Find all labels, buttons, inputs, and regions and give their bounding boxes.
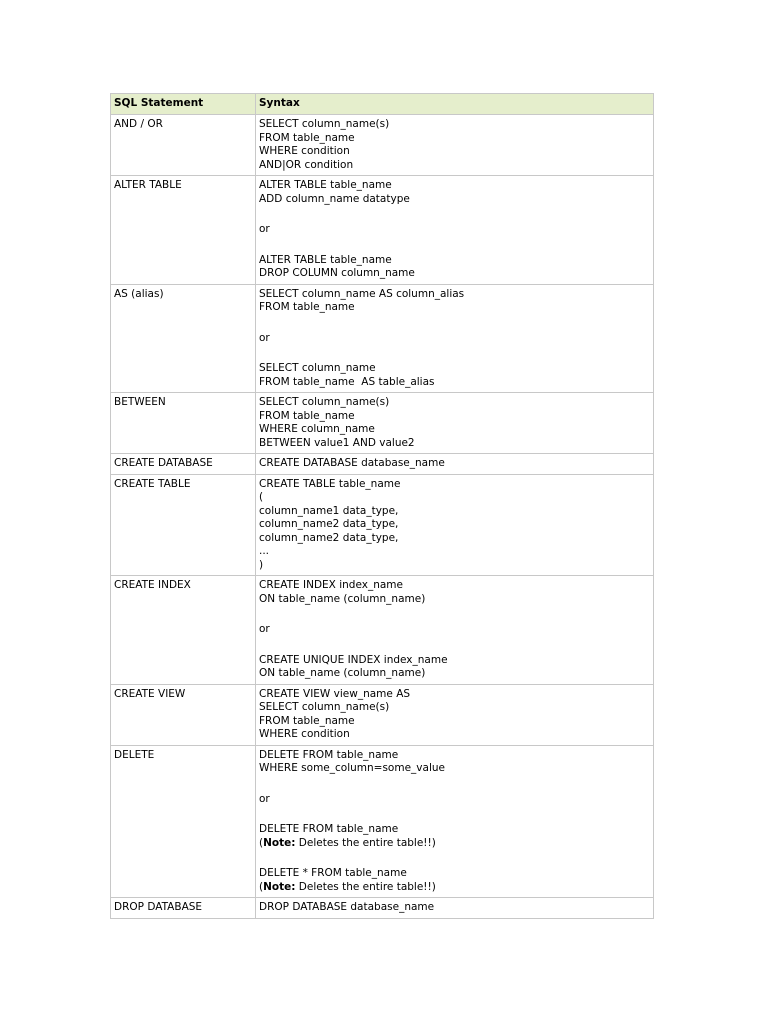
column-header-syntax: Syntax <box>256 94 654 115</box>
syntax-line: ON table_name (column_name) <box>259 667 426 679</box>
table-row <box>111 745 654 898</box>
column-header-statement: SQL Statement <box>111 94 256 115</box>
syntax-line: ADD column_name datatype <box>259 192 410 205</box>
syntax-line: FROM table_name <box>259 301 355 313</box>
syntax-line: CREATE UNIQUE INDEX index_name <box>259 653 448 666</box>
syntax-line: WHERE column_name <box>259 423 375 435</box>
syntax-cell <box>256 393 654 454</box>
syntax-line: AND|OR condition <box>259 158 354 171</box>
syntax-cell <box>256 576 654 685</box>
table-row <box>111 576 654 685</box>
sql-syntax-table <box>110 93 654 919</box>
syntax-line: BETWEEN value1 AND value2 <box>259 436 415 449</box>
syntax-line: DELETE FROM table_name <box>259 823 399 835</box>
table-row <box>111 176 654 285</box>
syntax-line: ) <box>259 558 264 571</box>
syntax-line: SELECT column_name(s) <box>259 396 390 408</box>
syntax-line: WHERE condition <box>259 145 350 157</box>
statement-cell: DELETE <box>111 745 256 898</box>
syntax-cell <box>256 474 654 576</box>
blank-line <box>259 806 650 823</box>
syntax-line: ALTER TABLE table_name <box>259 253 392 266</box>
blank-line <box>259 776 650 793</box>
syntax-line: or <box>259 623 270 635</box>
syntax-line: column_name1 data_type, <box>259 504 399 517</box>
syntax-cell <box>256 176 654 285</box>
syntax-line: SELECT column_name(s) <box>259 701 390 713</box>
blank-line <box>259 206 650 223</box>
syntax-line: ALTER TABLE table_name <box>259 179 392 191</box>
syntax-line: SELECT column_name(s) <box>259 118 390 130</box>
table-row <box>111 393 654 454</box>
table-header-row <box>111 94 654 115</box>
statement-cell: CREATE INDEX <box>111 576 256 685</box>
syntax-line: ON table_name (column_name) <box>259 592 426 605</box>
syntax-line: FROM table_name <box>259 714 355 727</box>
syntax-cell <box>256 745 654 898</box>
blank-line <box>259 606 650 623</box>
syntax-line: or <box>259 331 270 344</box>
syntax-line: CREATE INDEX index_name <box>259 579 403 591</box>
statement-cell: ALTER TABLE <box>111 176 256 285</box>
blank-line <box>259 315 650 332</box>
table-row <box>111 684 654 745</box>
syntax-line: DELETE * FROM table_name <box>259 867 407 879</box>
table-row <box>111 284 654 393</box>
syntax-line: (Note: Deletes the entire table!!) <box>259 880 436 893</box>
syntax-line: column_name2 data_type, <box>259 531 399 544</box>
syntax-cell <box>256 454 654 475</box>
syntax-cell <box>256 284 654 393</box>
table-row <box>111 454 654 475</box>
syntax-line: WHERE some_column=some_value <box>259 762 445 774</box>
syntax-cell <box>256 115 654 176</box>
statement-cell: AS (alias) <box>111 284 256 393</box>
syntax-cell <box>256 684 654 745</box>
table-row <box>111 898 654 919</box>
statement-cell: BETWEEN <box>111 393 256 454</box>
syntax-line: FROM table_name AS table_alias <box>259 375 435 388</box>
syntax-line: CREATE VIEW view_name AS <box>259 687 411 700</box>
syntax-line: ... <box>259 545 270 557</box>
syntax-line: SELECT column_name <box>259 362 376 374</box>
statement-cell: CREATE VIEW <box>111 684 256 745</box>
syntax-line: DROP DATABASE database_name <box>259 901 435 913</box>
statement-cell: DROP DATABASE <box>111 898 256 919</box>
syntax-line: DELETE FROM table_name <box>259 748 399 761</box>
table-row <box>111 115 654 176</box>
statement-cell: AND / OR <box>111 115 256 176</box>
syntax-line: ( <box>259 491 264 503</box>
syntax-line: WHERE condition <box>259 728 350 740</box>
blank-line <box>259 345 650 362</box>
note-label: Note: <box>263 880 296 893</box>
note-label: Note: <box>263 836 296 849</box>
syntax-line: DROP COLUMN column_name <box>259 267 415 279</box>
statement-cell: CREATE DATABASE <box>111 454 256 475</box>
syntax-line: FROM table_name <box>259 409 355 422</box>
syntax-line: CREATE DATABASE database_name <box>259 457 445 469</box>
blank-line <box>259 850 650 867</box>
blank-line <box>259 637 650 654</box>
statement-cell: CREATE TABLE <box>111 474 256 576</box>
table-row <box>111 474 654 576</box>
syntax-line: FROM table_name <box>259 131 355 144</box>
syntax-line: column_name2 data_type, <box>259 518 399 530</box>
table-body <box>111 115 654 919</box>
blank-line <box>259 237 650 254</box>
syntax-line: or <box>259 223 270 235</box>
syntax-line: (Note: Deletes the entire table!!) <box>259 836 436 849</box>
syntax-cell <box>256 898 654 919</box>
syntax-line: or <box>259 792 270 805</box>
syntax-line: SELECT column_name AS column_alias <box>259 287 465 300</box>
syntax-line: CREATE TABLE table_name <box>259 477 401 490</box>
